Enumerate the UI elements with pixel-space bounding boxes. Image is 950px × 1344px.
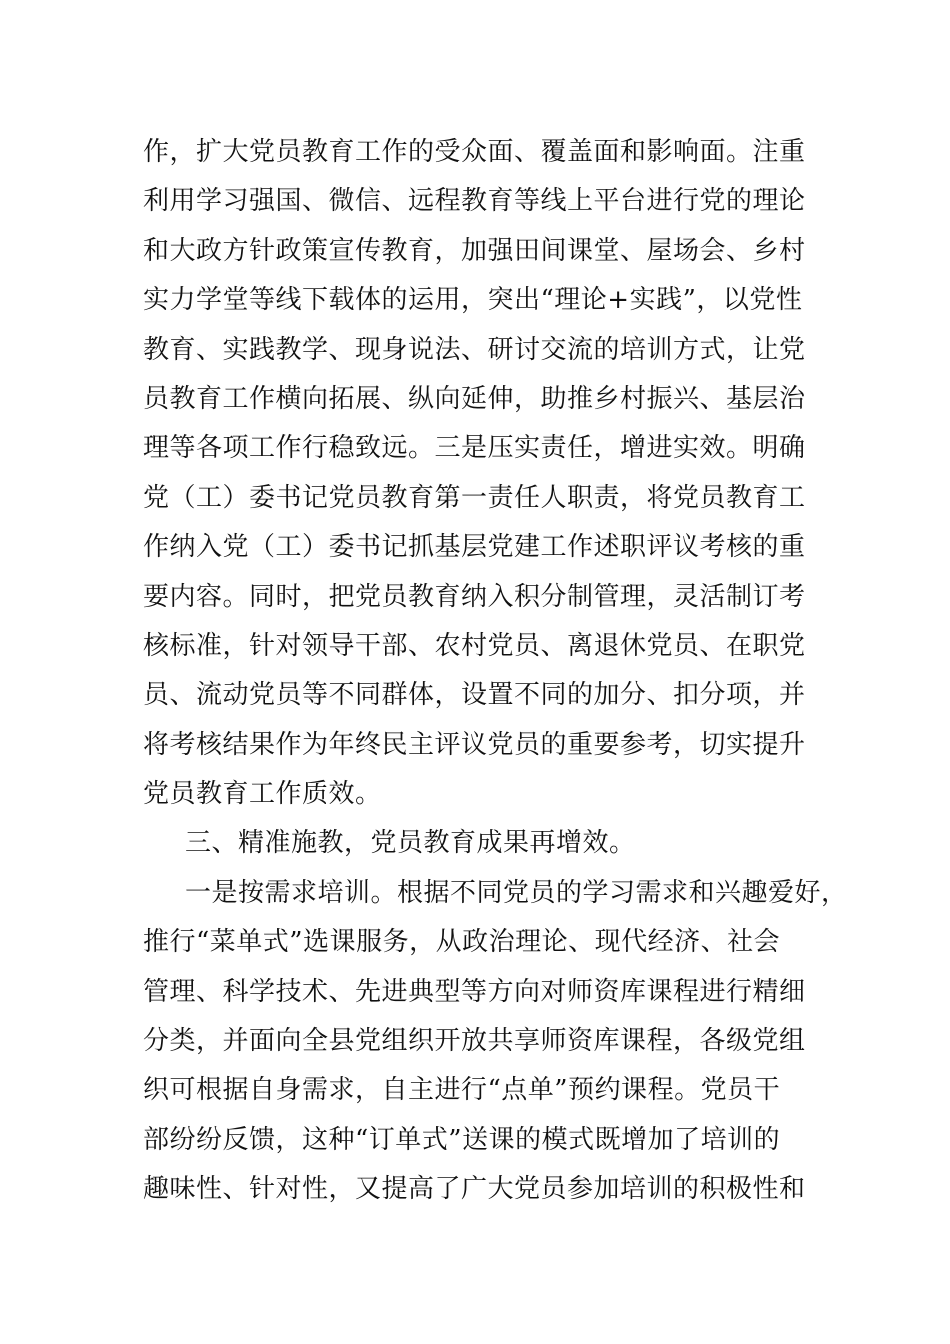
text-line: 将考核结果作为年终民主评议党员的重要参考，切实提升 — [143, 729, 806, 760]
text-line: 织可根据自身需求，自主进行“点单”预约课程。党员干 — [143, 1075, 781, 1106]
text-line: 核标准，针对领导干部、农村党员、离退休党员、在职党 — [143, 630, 806, 661]
text-line: 要内容。同时，把党员教育纳入积分制管理，灵活制订考 — [143, 581, 806, 612]
text-line: 和大政方针政策宣传教育，加强田间课堂、屋场会、乡村 — [143, 235, 806, 266]
text-line: 员教育工作横向拓展、纵向延伸，助推乡村振兴、基层治 — [143, 383, 806, 414]
text-line: 教育、实践教学、现身说法、研讨交流的培训方式，让党 — [143, 334, 806, 365]
text-line: 管理、科学技术、先进典型等方向对师资库课程进行精细 — [143, 976, 806, 1007]
text-line: 员、流动党员等不同群体，设置不同的加分、扣分项，并 — [143, 680, 806, 711]
section-heading: 三、精准施教，党员教育成果再增效。 — [185, 828, 636, 859]
text-line: 趣味性、针对性，又提高了广大党员参加培训的积极性和 — [143, 1174, 806, 1205]
text-line: 党员教育工作质效。 — [143, 779, 382, 810]
text-line: 部纷纷反馈，这种“订单式”送课的模式既增加了培训的 — [143, 1124, 781, 1155]
text-line: 一是按需求培训。根据不同党员的学习需求和兴趣爱好， — [185, 877, 848, 908]
text-line: 分类，并面向全县党组织开放共享师资库课程，各级党组 — [143, 1026, 806, 1057]
text-line: 推行“菜单式”选课服务，从政治理论、现代经济、社会 — [143, 927, 781, 958]
text-line: 作，扩大党员教育工作的受众面、覆盖面和影响面。注重 — [143, 137, 806, 167]
text-line: 作纳入党（工）委书记抓基层党建工作述职评议考核的重 — [143, 532, 806, 563]
text-line: 党（工）委书记党员教育第一责任人职责，将党员教育工 — [143, 482, 806, 513]
text-line: 实力学堂等线下载体的运用，突出“理论+实践”，以党性 — [143, 285, 803, 316]
text-line: 利用学习强国、微信、远程教育等线上平台进行党的理论 — [143, 186, 806, 217]
body-text — [143, 128, 848, 1215]
text-line: 理等各项工作行稳致远。三是压实责任，增进实效。明确 — [143, 433, 806, 464]
